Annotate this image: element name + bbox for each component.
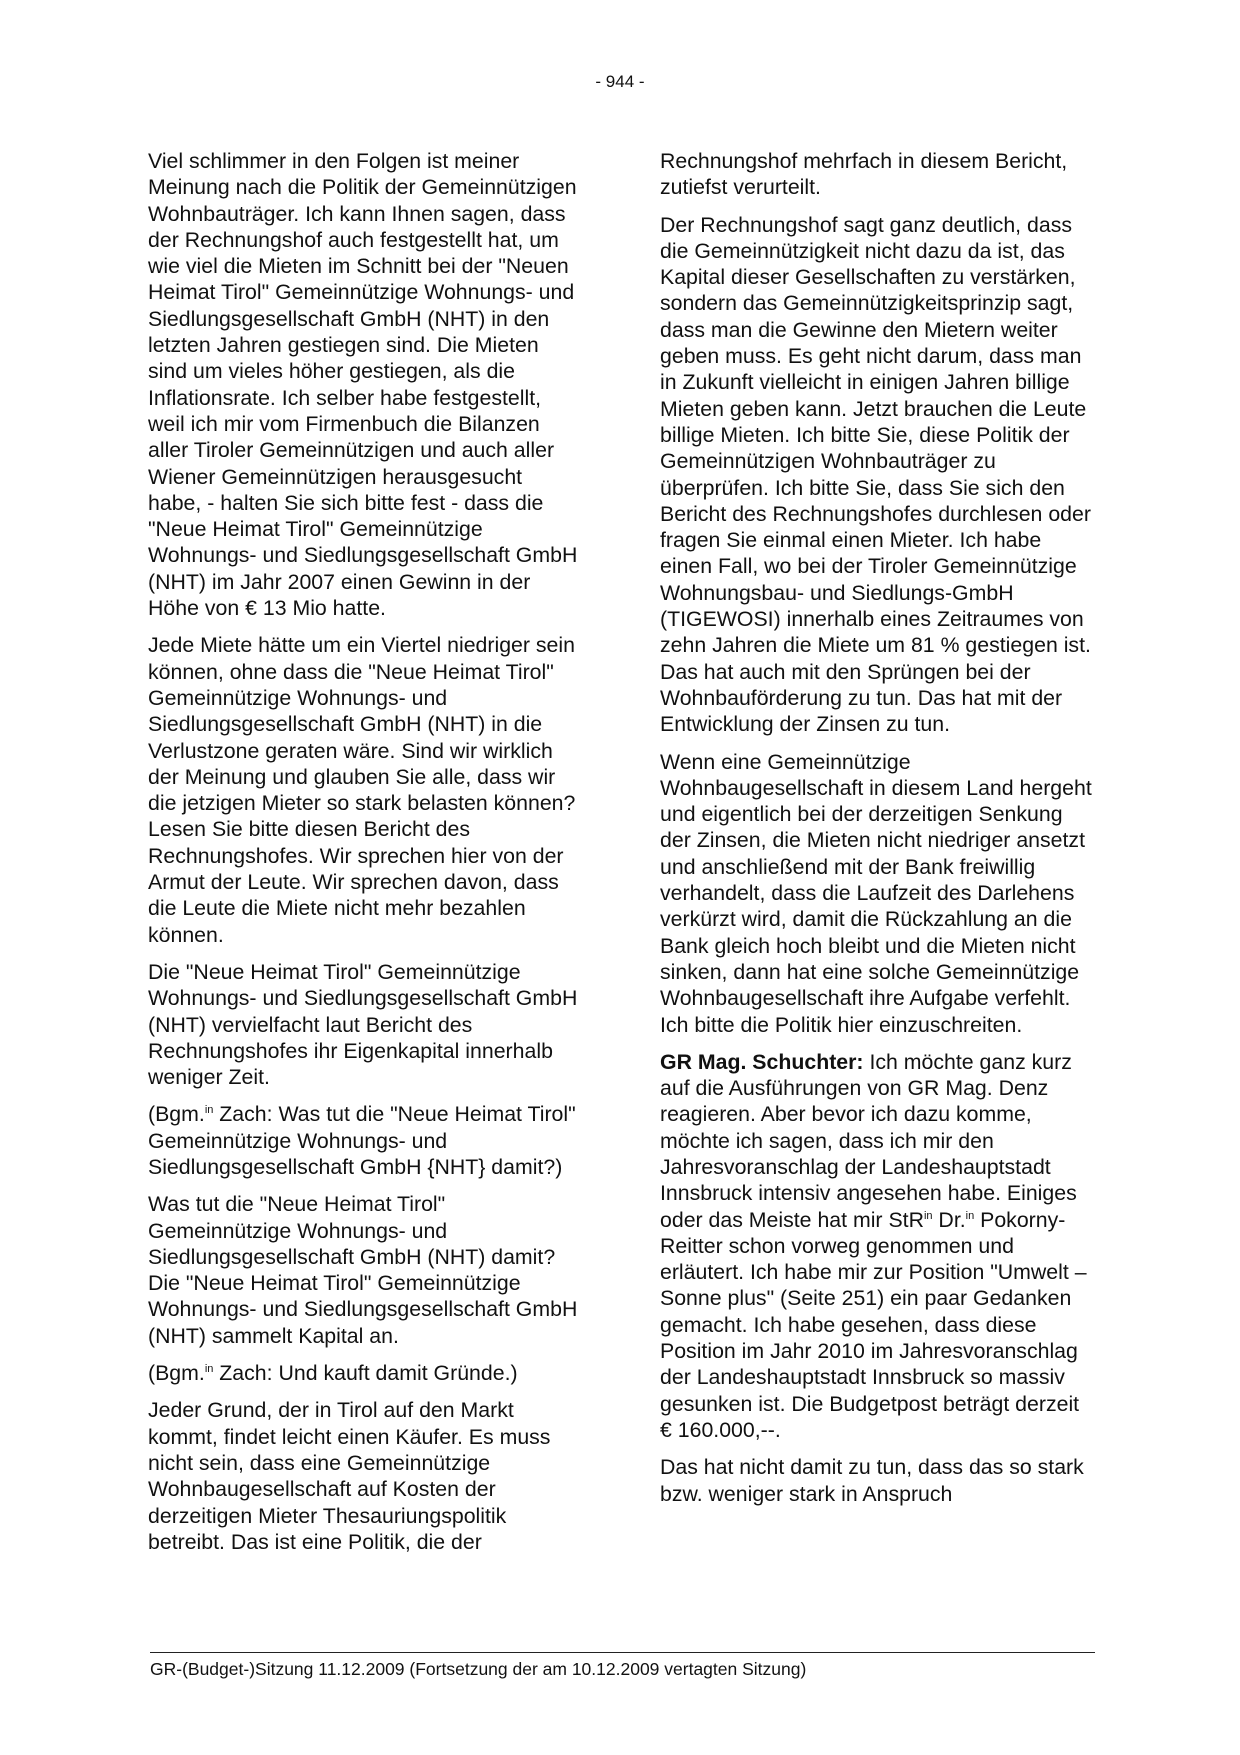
interjection [148, 1360, 580, 1386]
left-column [148, 148, 580, 1566]
paragraph: Der Rechnungshof sagt ganz deutlich, dass die Gemeinnützigkeit nicht dazu da ist, das Kapital dieser Gesellschaften zu verstärken, sondern das Gemeinnützigkeitsprinzip sagt, dass man die Gewinne den Mietern weiter geben muss. Es geht nicht darum, dass man in Zukunft vielleicht in einigen Jahren billige Mieten geben kann. Jetzt brauchen die Leute billige Mieten. Ich bitte Sie, diese Politik der Gemeinnützigen Wohnbauträger zu überprüfen. Ich bitte Sie, dass Sie sich den Bericht des Rechnungshofes durchlesen oder fragen Sie einmal einen Mieter. Ich habe einen Fall, wo bei der Tiroler Gemeinnützige Wohnungsbau- und Siedlungs-GmbH (TIGEWOSI) innerhalb eines Zeitraumes von zehn Jahren die Miete um 81 % gestiegen ist. Das hat auch mit den Sprüngen bei der Wohnbauförderung zu tun. Das hat mit der Entwicklung der Zinsen zu tun. [660, 212, 1091, 737]
interjection-text: Zach: Und kauft damit Gründe.) [213, 1361, 518, 1386]
interjection-text: Zach: Was tut die "Neue Heimat Tirol" Gemeinnützige Wohnungs- und Siedlungsgesellschaft GmbH {NHT} damit?) [148, 1102, 576, 1179]
paragraph: Das hat nicht damit zu tun, dass das so stark bzw. weniger stark in Anspruch [660, 1455, 1084, 1506]
right-column [660, 148, 1092, 1518]
paragraph: Viel schlimmer in den Folgen ist meiner Meinung nach die Politik der Gemeinnützigen Wohnbauträger. Ich kann Ihnen sagen, dass der Rechnungshof auch festgestellt hat, um wie viel die Mieten im Schnitt bei der "Neuen Heimat Tirol" Gemeinnützige Wohnungs- und Siedlungsgesellschaft GmbH (NHT) in den letzten Jahren gestiegen sind. Die Mieten sind um vieles höher gestiegen, als die Inflationsrate. Ich selber habe festgestellt, weil ich mir vom Firmenbuch die Bilanzen aller Tiroler Gemeinnützigen und auch aller Wiener Gemeinnützigen herausgesucht habe, - halten Sie sich bitte fest - dass die "Neue Heimat Tirol" Gemeinnützige Wohnungs- und Siedlungsgesellschaft GmbH (NHT) im Jahr 2007 einen Gewinn in der Höhe von € 13 Mio hatte. [148, 149, 578, 621]
speech-text: Ich möchte ganz kurz auf die Ausführungen von GR Mag. Denz reagieren. Aber bevor ich dazu komme, möchte ich sagen, dass ich mir den Jahresvoranschlag der Landeshauptstadt Innsbruck intensiv angesehen habe. Einiges oder das Meiste hat mir StR [660, 1049, 1077, 1232]
footer-divider [150, 1652, 1095, 1653]
speech-text: Dr. [932, 1207, 966, 1232]
paragraph: Rechnungshof mehrfach in diesem Bericht, zutiefst verurteilt. [660, 149, 1068, 200]
superscript: in [923, 1209, 933, 1222]
speech-paragraph [660, 1049, 1092, 1443]
speech-text: Pokorny-Reitter schon vorweg genommen und erläutert. Ich habe mir zur Position "Umwelt – Sonne plus" (Seite 251) ein paar Gedanken gemacht. Ich habe gesehen, dass diese Position im Jahr 2010 im Jahresvoranschlag der Landeshauptstadt Innsbruck so massiv gesunken ist. Die Budgetpost beträgt derzeit € 160.000,--. [660, 1207, 1087, 1442]
superscript: in [204, 1363, 214, 1376]
page-footer: GR-(Budget-)Sitzung 11.12.2009 (Fortsetzung der am 10.12.2009 vertagten Sitzung) [150, 1659, 807, 1679]
paragraph: Wenn eine Gemeinnützige Wohnbaugesellschaft in diesem Land hergeht und eigentlich bei der derzeitigen Senkung der Zinsen, die Mieten nicht niedriger ansetzt und anschließend mit der Bank freiwillig verhandelt, dass die Laufzeit des Darlehens verkürzt wird, damit die Rückzahlung an die Bank gleich hoch bleibt und die Mieten nicht sinken, dann hat eine solche Gemeinnützige Wohnbaugesellschaft ihre Aufgabe verfehlt. Ich bitte die Politik hier einzuschreiten. [660, 749, 1092, 1037]
paragraph: Die "Neue Heimat Tirol" Gemeinnützige Wohnungs- und Siedlungsgesellschaft GmbH (NHT) vervielfacht laut Bericht des Rechnungshofes ihr Eigenkapital innerhalb weniger Zeit. [148, 959, 578, 1090]
paragraph: Jeder Grund, der in Tirol auf den Markt kommt, findet leicht einen Käufer. Es muss nicht sein, dass eine Gemeinnützige Wohnbaugesellschaft auf Kosten der derzeitigen Mieter Thesauriungspolitik betreibt. Das ist eine Politik, die der [148, 1398, 551, 1554]
paragraph: Jede Miete hätte um ein Viertel niedriger sein können, ohne dass die "Neue Heimat Tirol" Gemeinnützige Wohnungs- und Siedlungsgesellschaft GmbH (NHT) in die Verlustzone geraten wäre. Sind wir wirklich der Meinung und glauben Sie alle, dass wir die jetzigen Mieter so stark belasten können? Lesen Sie bitte diesen Bericht des Rechnungshofes. Wir sprechen hier von der Armut der Leute. Wir sprechen davon, dass die Leute die Miete nicht mehr bezahlen können. [148, 633, 576, 947]
superscript: in [965, 1209, 975, 1222]
page-number: - 944 - [595, 72, 645, 91]
paragraph: Was tut die "Neue Heimat Tirol" Gemeinnützige Wohnungs- und Siedlungsgesellschaft GmbH (NHT) damit? Die "Neue Heimat Tirol" Gemeinnützige Wohnungs- und Siedlungsgesellschaft GmbH (NHT) sammelt Kapital an. [148, 1192, 578, 1348]
interjection [148, 1101, 580, 1180]
superscript: in [204, 1104, 214, 1117]
interjection-prefix: (Bgm. [148, 1361, 205, 1386]
speaker-name: GR Mag. Schuchter: [660, 1049, 864, 1074]
interjection-prefix: (Bgm. [148, 1102, 205, 1127]
